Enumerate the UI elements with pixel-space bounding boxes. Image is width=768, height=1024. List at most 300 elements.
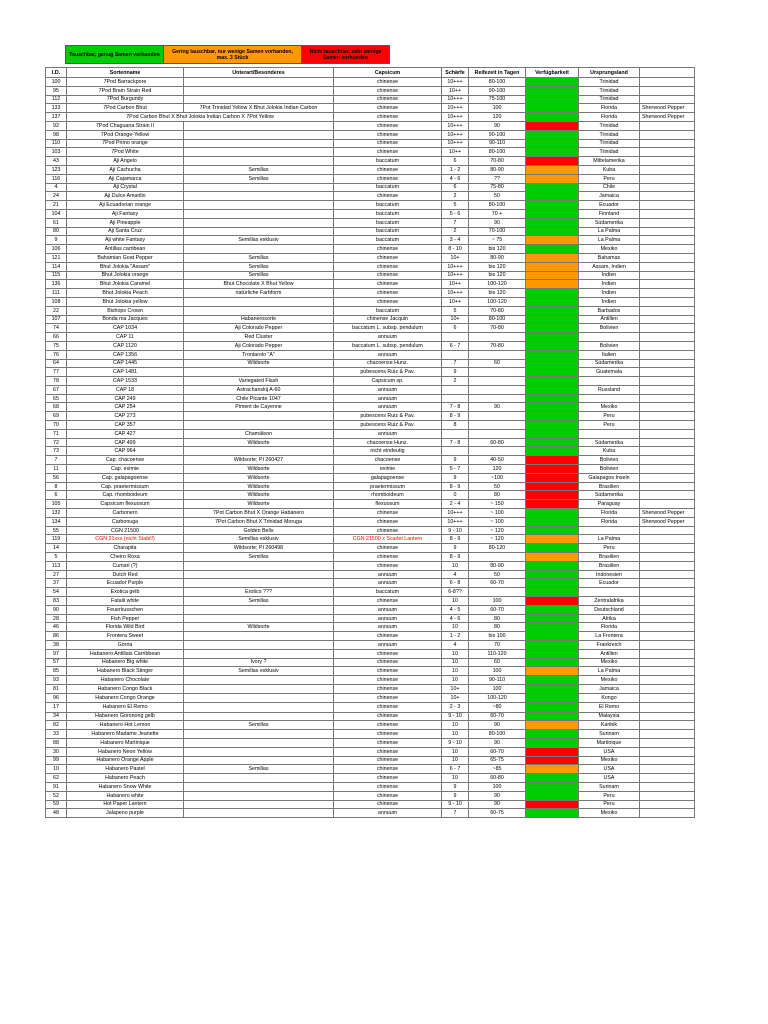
cell-variety-name: Aji Fantasy: [67, 209, 184, 218]
availability-swatch: [526, 730, 579, 739]
cell-ripening-days: 80-100: [469, 201, 526, 210]
table-row: [46, 473, 695, 482]
cell-heat: 2: [442, 377, 469, 386]
table-row: [46, 306, 695, 315]
cell-capsicum: galapagoense: [334, 473, 442, 482]
cell-heat: 10: [442, 676, 469, 685]
cell-capsicum: chacoense Hunz.: [334, 359, 442, 368]
table-row: [46, 614, 695, 623]
cell-capsicum: chinense: [334, 782, 442, 791]
availability-swatch: [526, 139, 579, 148]
cell-id: 105: [46, 500, 67, 509]
cell-ripening-days: 100: [469, 684, 526, 693]
cell-ripening-days: 80-90: [469, 253, 526, 262]
cell-supplier: [640, 289, 695, 298]
table-row: [46, 130, 695, 139]
cell-heat: 10: [442, 597, 469, 606]
table-row: [46, 809, 695, 818]
cell-subtype: [184, 605, 334, 614]
cell-id: 69: [46, 412, 67, 421]
cell-heat: 5: [442, 306, 469, 315]
table-row: [46, 359, 695, 368]
cell-origin: Indien: [579, 280, 640, 289]
cell-heat: 9: [442, 544, 469, 553]
cell-subtype: Semillas exklusiv: [184, 667, 334, 676]
table-row: [46, 183, 695, 192]
cell-origin: El Remo: [579, 702, 640, 712]
cell-ripening-days: 90: [469, 403, 526, 412]
table-row: [46, 465, 695, 474]
availability-swatch: [526, 227, 579, 236]
cell-capsicum: chinense: [334, 658, 442, 667]
cell-id: 11: [46, 465, 67, 474]
cell-subtype: Wildsorte: [184, 359, 334, 368]
cell-variety-name: Frontera Sweet: [67, 632, 184, 641]
cell-subtype: Chamäleon: [184, 429, 334, 438]
cell-ripening-days: 60-70: [469, 712, 526, 721]
availability-swatch: [526, 500, 579, 509]
cell-ripening-days: ~100: [469, 473, 526, 482]
table-row: [46, 280, 695, 289]
cell-ripening-days: 80-100: [469, 148, 526, 157]
cell-capsicum: chinense: [334, 174, 442, 183]
cell-capsicum: chinense: [334, 95, 442, 104]
availability-swatch: [526, 693, 579, 702]
table-row: [46, 253, 695, 262]
table-row: [46, 157, 695, 166]
cell-variety-name: Charapita: [67, 544, 184, 553]
cell-ripening-days: 100-120: [469, 693, 526, 702]
cell-origin: Bolivien: [579, 465, 640, 474]
cell-subtype: Erotico ???: [184, 588, 334, 597]
cell-capsicum: chinense: [334, 526, 442, 535]
cell-ripening-days: [469, 553, 526, 562]
table-row: [46, 95, 695, 104]
cell-subtype: Golden Bells: [184, 526, 334, 535]
cell-heat: 9 - 10: [442, 712, 469, 721]
cell-origin: Florida: [579, 517, 640, 526]
cell-supplier: [640, 641, 695, 650]
cell-variety-name: Aji white Fantasy: [67, 236, 184, 245]
cell-heat: 10: [442, 658, 469, 667]
availability-swatch: [526, 809, 579, 818]
cell-capsicum: annuum: [334, 641, 442, 650]
cell-id: 113: [46, 561, 67, 570]
cell-origin: Galapagos Inseln: [579, 473, 640, 482]
cell-capsicum: chinense: [334, 192, 442, 201]
cell-subtype: [184, 139, 334, 148]
cell-ripening-days: bis 120: [469, 271, 526, 280]
cell-heat: 7: [442, 809, 469, 818]
cell-origin: USA: [579, 774, 640, 783]
cell-capsicum: chinense: [334, 756, 442, 765]
cell-id: 5: [46, 553, 67, 562]
cell-origin: Indien: [579, 289, 640, 298]
availability-swatch: [526, 667, 579, 676]
cell-supplier: [640, 482, 695, 491]
cell-subtype: [184, 774, 334, 783]
cell-variety-name: Cheiro Roxa: [67, 553, 184, 562]
table-row: [46, 667, 695, 676]
cell-heat: 8 - 9: [442, 535, 469, 544]
cell-heat: 10++: [442, 297, 469, 306]
cell-id: 119: [46, 535, 67, 544]
table-row: [46, 500, 695, 509]
cell-subtype: [184, 227, 334, 236]
cell-ripening-days: [469, 447, 526, 456]
availability-swatch: [526, 403, 579, 412]
availability-swatch: [526, 684, 579, 693]
cell-variety-name: Aji Pineapple: [67, 218, 184, 227]
cell-heat: 2 - 4: [442, 500, 469, 509]
cell-ripening-days: [469, 377, 526, 386]
availability-swatch: [526, 747, 579, 756]
table-row: [46, 597, 695, 606]
cell-ripening-days: bis 120: [469, 262, 526, 271]
cell-origin: Guatemala: [579, 368, 640, 377]
availability-swatch: [526, 306, 579, 315]
cell-subtype: [184, 693, 334, 702]
cell-subtype: [184, 201, 334, 210]
table-row: [46, 774, 695, 783]
cell-subtype: [184, 579, 334, 588]
table-row: [46, 377, 695, 386]
cell-id: 132: [46, 509, 67, 518]
cell-supplier: [640, 253, 695, 262]
cell-origin: Peru: [579, 421, 640, 430]
table-row: [46, 517, 695, 526]
cell-origin: Surinam: [579, 782, 640, 791]
availability-swatch: [526, 236, 579, 245]
cell-subtype: Wildsorte: [184, 500, 334, 509]
cell-ripening-days: 70 +: [469, 209, 526, 218]
availability-swatch: [526, 509, 579, 518]
cell-supplier: [640, 676, 695, 685]
cell-origin: Zentralafrika: [579, 597, 640, 606]
cell-heat: 4 - 6: [442, 614, 469, 623]
cell-heat: 10+: [442, 684, 469, 693]
cell-capsicum: pubescens Ruiz & Pav.: [334, 421, 442, 430]
cell-heat: 10: [442, 747, 469, 756]
cell-heat: 5 - 6: [442, 209, 469, 218]
availability-swatch: [526, 183, 579, 192]
cell-origin: Surinam: [579, 730, 640, 739]
cell-capsicum: annuum: [334, 623, 442, 632]
cell-ripening-days: 65-75: [469, 756, 526, 765]
cell-supplier: [640, 385, 695, 394]
cell-variety-name: CGN 21xxx (nicht Stabil!): [67, 535, 184, 544]
cell-capsicum: annuum: [334, 614, 442, 623]
cell-supplier: [640, 412, 695, 421]
cell-ripening-days: ~ 100: [469, 517, 526, 526]
cell-ripening-days: 80-120: [469, 544, 526, 553]
cell-subtype: Semillas: [184, 553, 334, 562]
cell-origin: Chile: [579, 183, 640, 192]
table-row: [46, 684, 695, 693]
cell-id: 82: [46, 721, 67, 730]
cell-capsicum: annuum: [334, 809, 442, 818]
cell-origin: Trinidad: [579, 130, 640, 139]
availability-swatch: [526, 721, 579, 730]
cell-variety-name: Cap. galapagoense: [67, 473, 184, 482]
cell-subtype: [184, 306, 334, 315]
cell-capsicum: chinense: [334, 271, 442, 280]
availability-swatch: [526, 385, 579, 394]
cell-capsicum: chinense: [334, 253, 442, 262]
cell-id: 97: [46, 649, 67, 658]
cell-capsicum: chinense: [334, 78, 442, 87]
cell-origin: Mittelamerika: [579, 157, 640, 166]
cell-variety-name: Ecuador Purple: [67, 579, 184, 588]
cell-heat: 2: [442, 227, 469, 236]
cell-origin: Bolivien: [579, 341, 640, 350]
cell-supplier: [640, 429, 695, 438]
cell-supplier: [640, 721, 695, 730]
cell-heat: 10: [442, 561, 469, 570]
cell-heat: 10+++: [442, 121, 469, 130]
cell-ripening-days: 90-100: [469, 130, 526, 139]
table-row: [46, 747, 695, 756]
cell-subtype: [184, 297, 334, 306]
cell-ripening-days: 100: [469, 104, 526, 113]
table-row: [46, 579, 695, 588]
cell-id: 103: [46, 148, 67, 157]
cell-id: 67: [46, 385, 67, 394]
cell-variety-name: CAP 249: [67, 394, 184, 403]
cell-capsicum: baccatum: [334, 201, 442, 210]
cell-id: 114: [46, 262, 67, 271]
cell-subtype: [184, 447, 334, 456]
cell-capsicum: annuum: [334, 350, 442, 359]
cell-heat: 6 - 7: [442, 765, 469, 774]
cell-origin: Bahamas: [579, 253, 640, 262]
cell-variety-name: 7Pod Chaguana Strain II: [67, 121, 184, 130]
cell-variety-name: Habanero Black Stinger: [67, 667, 184, 676]
cell-supplier: [640, 570, 695, 579]
cell-variety-name: Bhut Jolokia Peach: [67, 289, 184, 298]
cell-capsicum: baccatum: [334, 209, 442, 218]
cell-supplier: [640, 756, 695, 765]
cell-heat: 4: [442, 570, 469, 579]
cell-variety-name: Dutch Red: [67, 570, 184, 579]
cell-ripening-days: 60-70: [469, 605, 526, 614]
availability-swatch: [526, 148, 579, 157]
cell-heat: 8: [442, 421, 469, 430]
cell-heat: 10++: [442, 280, 469, 289]
table-row: [46, 412, 695, 421]
cell-heat: 10+++: [442, 78, 469, 87]
cell-id: 133: [46, 104, 67, 113]
availability-swatch: [526, 209, 579, 218]
cell-heat: 10+: [442, 315, 469, 324]
cell-ripening-days: 90-100: [469, 86, 526, 95]
cell-capsicum: baccatum: [334, 218, 442, 227]
cell-subtype: [184, 130, 334, 139]
table-row: [46, 121, 695, 130]
cell-supplier: [640, 561, 695, 570]
cell-supplier: [640, 456, 695, 465]
cell-origin: [579, 394, 640, 403]
cell-id: 66: [46, 333, 67, 342]
table-row: [46, 438, 695, 447]
cell-supplier: [640, 121, 695, 130]
cell-capsicum: chinense: [334, 738, 442, 747]
cell-supplier: [640, 86, 695, 95]
cell-supplier: [640, 500, 695, 509]
cell-supplier: [640, 693, 695, 702]
cell-capsicum: chinense: [334, 86, 442, 95]
table-row: [46, 104, 695, 113]
cell-capsicum: chinense: [334, 693, 442, 702]
cell-origin: Martinique: [579, 738, 640, 747]
cell-supplier: [640, 218, 695, 227]
cell-variety-name: Bonda ma Jacques: [67, 315, 184, 324]
cell-supplier: [640, 623, 695, 632]
cell-subtype: Variegated Flash: [184, 377, 334, 386]
cell-variety-name: Aji Crystal: [67, 183, 184, 192]
cell-origin: Trinidad: [579, 121, 640, 130]
cell-supplier: [640, 130, 695, 139]
cell-subtype: [184, 421, 334, 430]
cell-origin: Südamerika: [579, 359, 640, 368]
table-row: [46, 368, 695, 377]
cell-ripening-days: 90: [469, 800, 526, 809]
cell-origin: [579, 588, 640, 597]
cell-capsicum: praetermissum: [334, 482, 442, 491]
cell-origin: Trinidad: [579, 86, 640, 95]
availability-swatch: [526, 368, 579, 377]
table-row: [46, 791, 695, 800]
cell-supplier: [640, 774, 695, 783]
cell-capsicum: chinense Jacquin: [334, 315, 442, 324]
table-row: [46, 174, 695, 183]
cell-origin: Indien: [579, 271, 640, 280]
cell-ripening-days: 80: [469, 614, 526, 623]
cell-variety-name: 7Pod Orange-Yellow: [67, 130, 184, 139]
cell-capsicum: chinense: [334, 774, 442, 783]
table-row: [46, 78, 695, 87]
cell-variety-name: CAP 254: [67, 403, 184, 412]
cell-subtype: Wildsorte: [184, 438, 334, 447]
cell-ripening-days: 90: [469, 218, 526, 227]
cell-origin: [579, 429, 640, 438]
cell-subtype: Wildsorte; PI 260427: [184, 456, 334, 465]
cell-origin: Kuba: [579, 165, 640, 174]
availability-swatch: [526, 377, 579, 386]
cell-ripening-days: 50: [469, 192, 526, 201]
cell-capsicum: chacoense Hunz.: [334, 438, 442, 447]
cell-subtype: [184, 245, 334, 254]
cell-ripening-days: 90-110: [469, 676, 526, 685]
cell-heat: 1 - 2: [442, 632, 469, 641]
cell-variety-name: Habanero Orange Apple: [67, 756, 184, 765]
cell-origin: Kuba: [579, 447, 640, 456]
availability-swatch: [526, 174, 579, 183]
availability-swatch: [526, 192, 579, 201]
table-row: [46, 721, 695, 730]
cell-variety-name: CAP 357: [67, 421, 184, 430]
cell-id: 8: [46, 482, 67, 491]
cell-ripening-days: 60-75: [469, 809, 526, 818]
cell-variety-name: Habanero Big white: [67, 658, 184, 667]
cell-id: 24: [46, 192, 67, 201]
cell-variety-name: Aji Ecuadorian orange: [67, 201, 184, 210]
availability-swatch: [526, 782, 579, 791]
table-row: [46, 113, 695, 122]
cell-subtype: Piment de Cayenne: [184, 403, 334, 412]
cell-origin: Peru: [579, 174, 640, 183]
cell-variety-name: Antillas carribean: [67, 245, 184, 254]
cell-heat: 4 - 6: [442, 174, 469, 183]
cell-id: 55: [46, 526, 67, 535]
cell-id: 27: [46, 570, 67, 579]
cell-subtype: [184, 86, 334, 95]
availability-swatch: [526, 165, 579, 174]
cell-subtype: [184, 561, 334, 570]
cell-ripening-days: [469, 429, 526, 438]
cell-ripening-days: 90: [469, 791, 526, 800]
cell-capsicum: annuum: [334, 429, 442, 438]
cell-origin: Mexiko: [579, 676, 640, 685]
cell-ripening-days: 80-90: [469, 165, 526, 174]
cell-origin: Trinidad: [579, 95, 640, 104]
cell-id: 136: [46, 280, 67, 289]
availability-swatch: [526, 324, 579, 333]
availability-swatch: [526, 130, 579, 139]
cell-supplier: [640, 192, 695, 201]
cell-origin: Florida: [579, 113, 640, 122]
cell-subtype: Wildsorte; PI 260498: [184, 544, 334, 553]
cell-id: 95: [46, 86, 67, 95]
availability-swatch: [526, 86, 579, 95]
cell-origin: [579, 377, 640, 386]
cell-variety-name: Habanero Antillais Carribbean: [67, 649, 184, 658]
cell-id: 57: [46, 658, 67, 667]
cell-ripening-days: 90-110: [469, 139, 526, 148]
cell-ripening-days: ~ 75: [469, 236, 526, 245]
cell-supplier: [640, 297, 695, 306]
column-header: Reifezeit in Tagen: [469, 68, 526, 78]
column-header: Unterart/Besonderes: [184, 68, 334, 78]
column-header: Sortenname: [67, 68, 184, 78]
cell-capsicum: chinense: [334, 702, 442, 712]
cell-heat: 7: [442, 359, 469, 368]
cell-subtype: Aji Colorado Pepper: [184, 341, 334, 350]
cell-heat: 2: [442, 192, 469, 201]
availability-swatch: [526, 491, 579, 500]
cell-origin: Paraguay: [579, 500, 640, 509]
cell-capsicum: chinense: [334, 289, 442, 298]
cell-capsicum: chinense: [334, 765, 442, 774]
cell-supplier: [640, 139, 695, 148]
cell-capsicum: chinense: [334, 148, 442, 157]
cell-id: 111: [46, 289, 67, 298]
cell-capsicum: baccatum: [334, 157, 442, 166]
cell-capsicum: flexuosum: [334, 500, 442, 509]
cell-origin: Südamerika: [579, 491, 640, 500]
cell-origin: Deutschland: [579, 605, 640, 614]
cell-variety-name: CAP 1445: [67, 359, 184, 368]
cell-id: 4: [46, 183, 67, 192]
cell-heat: 3 - 4: [442, 236, 469, 245]
table-row: [46, 623, 695, 632]
cell-ripening-days: [469, 421, 526, 430]
cell-id: 85: [46, 667, 67, 676]
cell-variety-name: Habanero white: [67, 791, 184, 800]
cell-heat: 10+++: [442, 517, 469, 526]
availability-swatch: [526, 121, 579, 130]
cell-origin: Russland: [579, 385, 640, 394]
